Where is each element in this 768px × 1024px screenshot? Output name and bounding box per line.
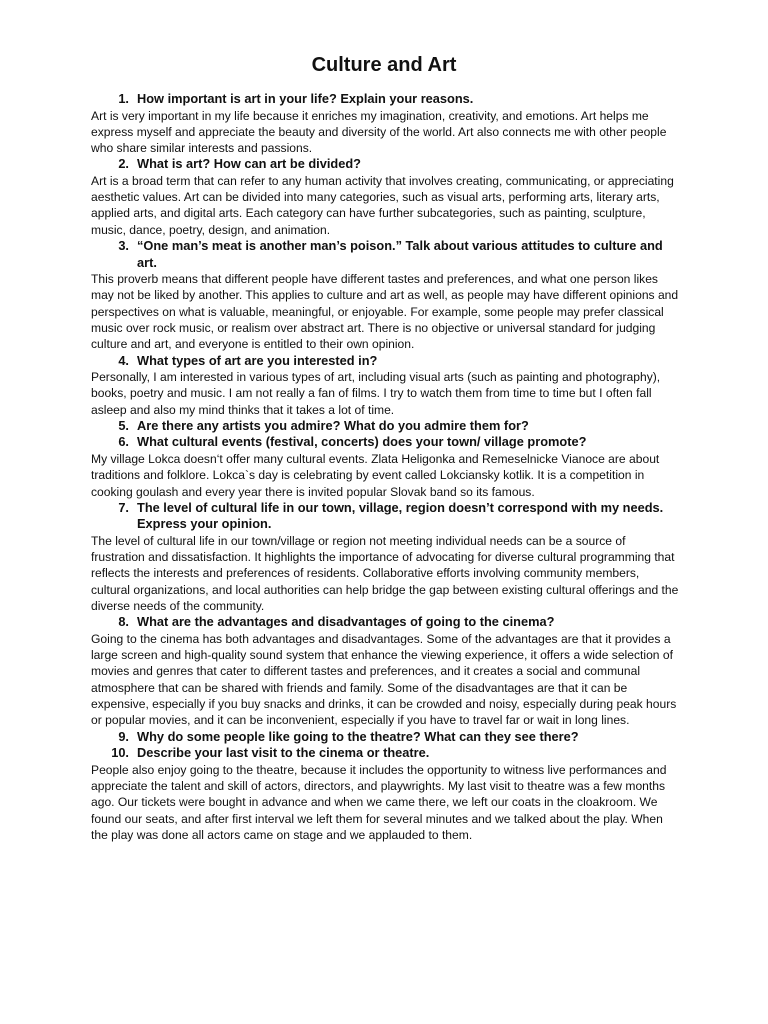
question-text: How important is art in your life? Explain your reasons. — [137, 91, 474, 106]
question-4 — [91, 353, 679, 370]
question-6 — [91, 434, 679, 451]
question-text: What cultural events (festival, concerts) does your town/ village promote? — [137, 434, 587, 450]
question-text: Why do some people like going to the theatre? What can they see there? — [137, 728, 579, 744]
answer-4: Personally, I am interested in various types of art, including visual arts (such as painting and photography), books, poetry and music. I am not really a fan of films. I try to watch them from time to time but I often fall asleep and also my mind thinks that it takes a lot of time. — [91, 370, 661, 417]
question-2 — [91, 156, 679, 173]
question-text: Describe your last visit to the cinema or theatre. — [137, 745, 430, 761]
answer-2: Art is a broad term that can refer to any human activity that involves creating, communicating, or appreciating aesthetic values. Art can be divided into many categories, such as visual arts, performing arts, literary arts, applied arts, and digital arts. Each category can have further subcategories, such as painting, sculpture, music, dance, poetry, design, and animation. — [91, 173, 674, 237]
question-number: 2. — [118, 156, 129, 172]
question-9 — [91, 729, 679, 746]
question-text: What are the advantages and disadvantages of going to the cinema? — [137, 614, 555, 630]
answer-1: Art is very important in my life because it enriches my imagination, creativity, and emotions. Art helps me express myself and appreciate the beauty and diversity of the world. Art also connects me with other people who share similar interests and passions. — [91, 108, 667, 156]
answer-6: My village Lokca doesn‘t offer many cultural events. Zlata Heligonka and Remeselnicke Vianoce are about traditions and folklore. Lokca`s day is celebrating by event called Lokciansky kotlik. It is a competition in cooking goulash and every year there is invited popular Slovak band so its famous. — [91, 451, 660, 499]
question-number: 10. — [111, 745, 129, 761]
question-number: 6. — [118, 434, 129, 450]
question-text: “One man’s meat is another man’s poison.” Talk about various attitudes to culture and art. — [137, 238, 663, 270]
question-number: 1. — [118, 91, 129, 106]
question-text: What types of art are you interested in? — [137, 352, 378, 368]
question-number: 7. — [118, 499, 129, 515]
question-1 — [91, 91, 679, 108]
question-text: What is art? How can art be divided? — [137, 156, 361, 172]
question-8 — [91, 614, 679, 631]
answer-3: This proverb means that different people have different tastes and preferences, and what one person likes may not be liked by another. This applies to culture and art as well, as people may have different opinions and perspectives on what is valuable, meaningful, or enjoyable. For example, some people may prefer classical music over rock music, or realism over abstract art. There is no objective or universal standard for judging culture and art, and everyone is entitled to their own opinion. — [91, 272, 679, 352]
question-number: 3. — [118, 238, 129, 254]
question-number: 9. — [118, 728, 129, 744]
question-text: Are there any artists you admire? What do you admire them for? — [137, 417, 529, 433]
question-number: 5. — [118, 417, 129, 433]
page-title: Culture and Art — [311, 54, 457, 76]
question-10 — [91, 745, 679, 762]
question-3 — [91, 238, 679, 271]
question-text: The level of cultural life in our town, village, region doesn’t correspond with my needs. Express your opinion. — [137, 499, 664, 532]
answer-8: Going to the cinema has both advantages and disadvantages. Some of the advantages are that it provides a large screen and high-quality sound system that enhance the viewing experience, it offers a wide selection of movies and genres that cater to different tastes and preferences, and it creates a social and communal atmosphere that can be shared with friends and family. Some of the disadvantages are that it can be expensive, especially if you buy snacks and drinks, it can be crowded and noisy, especially during peak hours or popular movies, and it can be inconvenient, especially if you have to travel far or wait in long lines. — [91, 631, 677, 728]
question-7 — [91, 500, 679, 533]
question-number: 4. — [118, 352, 129, 368]
document-body — [91, 91, 679, 843]
answer-7: The level of cultural life in our town/village or region not meeting individual needs can be a source of frustration and dissatisfaction. It highlights the importance of advocating for diverse cultural programming that reflects the interests and preferences of residents. Collaborative efforts involving community members, cultural organizations, and local authorities can help bridge the gap between existing cultural offerings and the diverse needs of the community. — [91, 533, 679, 614]
answer-10: People also enjoy going to the theatre, because it includes the opportunity to witness live performances and appreciate the talent and skill of actors, directors, and playwrights. My last visit to theatre was a few months ago. Our tickets were bought in advance and when we came there, we left our coats in the cloakroom. We found our seats, and after first interval we left them for several minutes and we talked about the play. When the play was done all actors came on stage and we applauded to them. — [91, 762, 667, 842]
question-number: 8. — [118, 614, 129, 630]
question-5 — [91, 418, 679, 435]
